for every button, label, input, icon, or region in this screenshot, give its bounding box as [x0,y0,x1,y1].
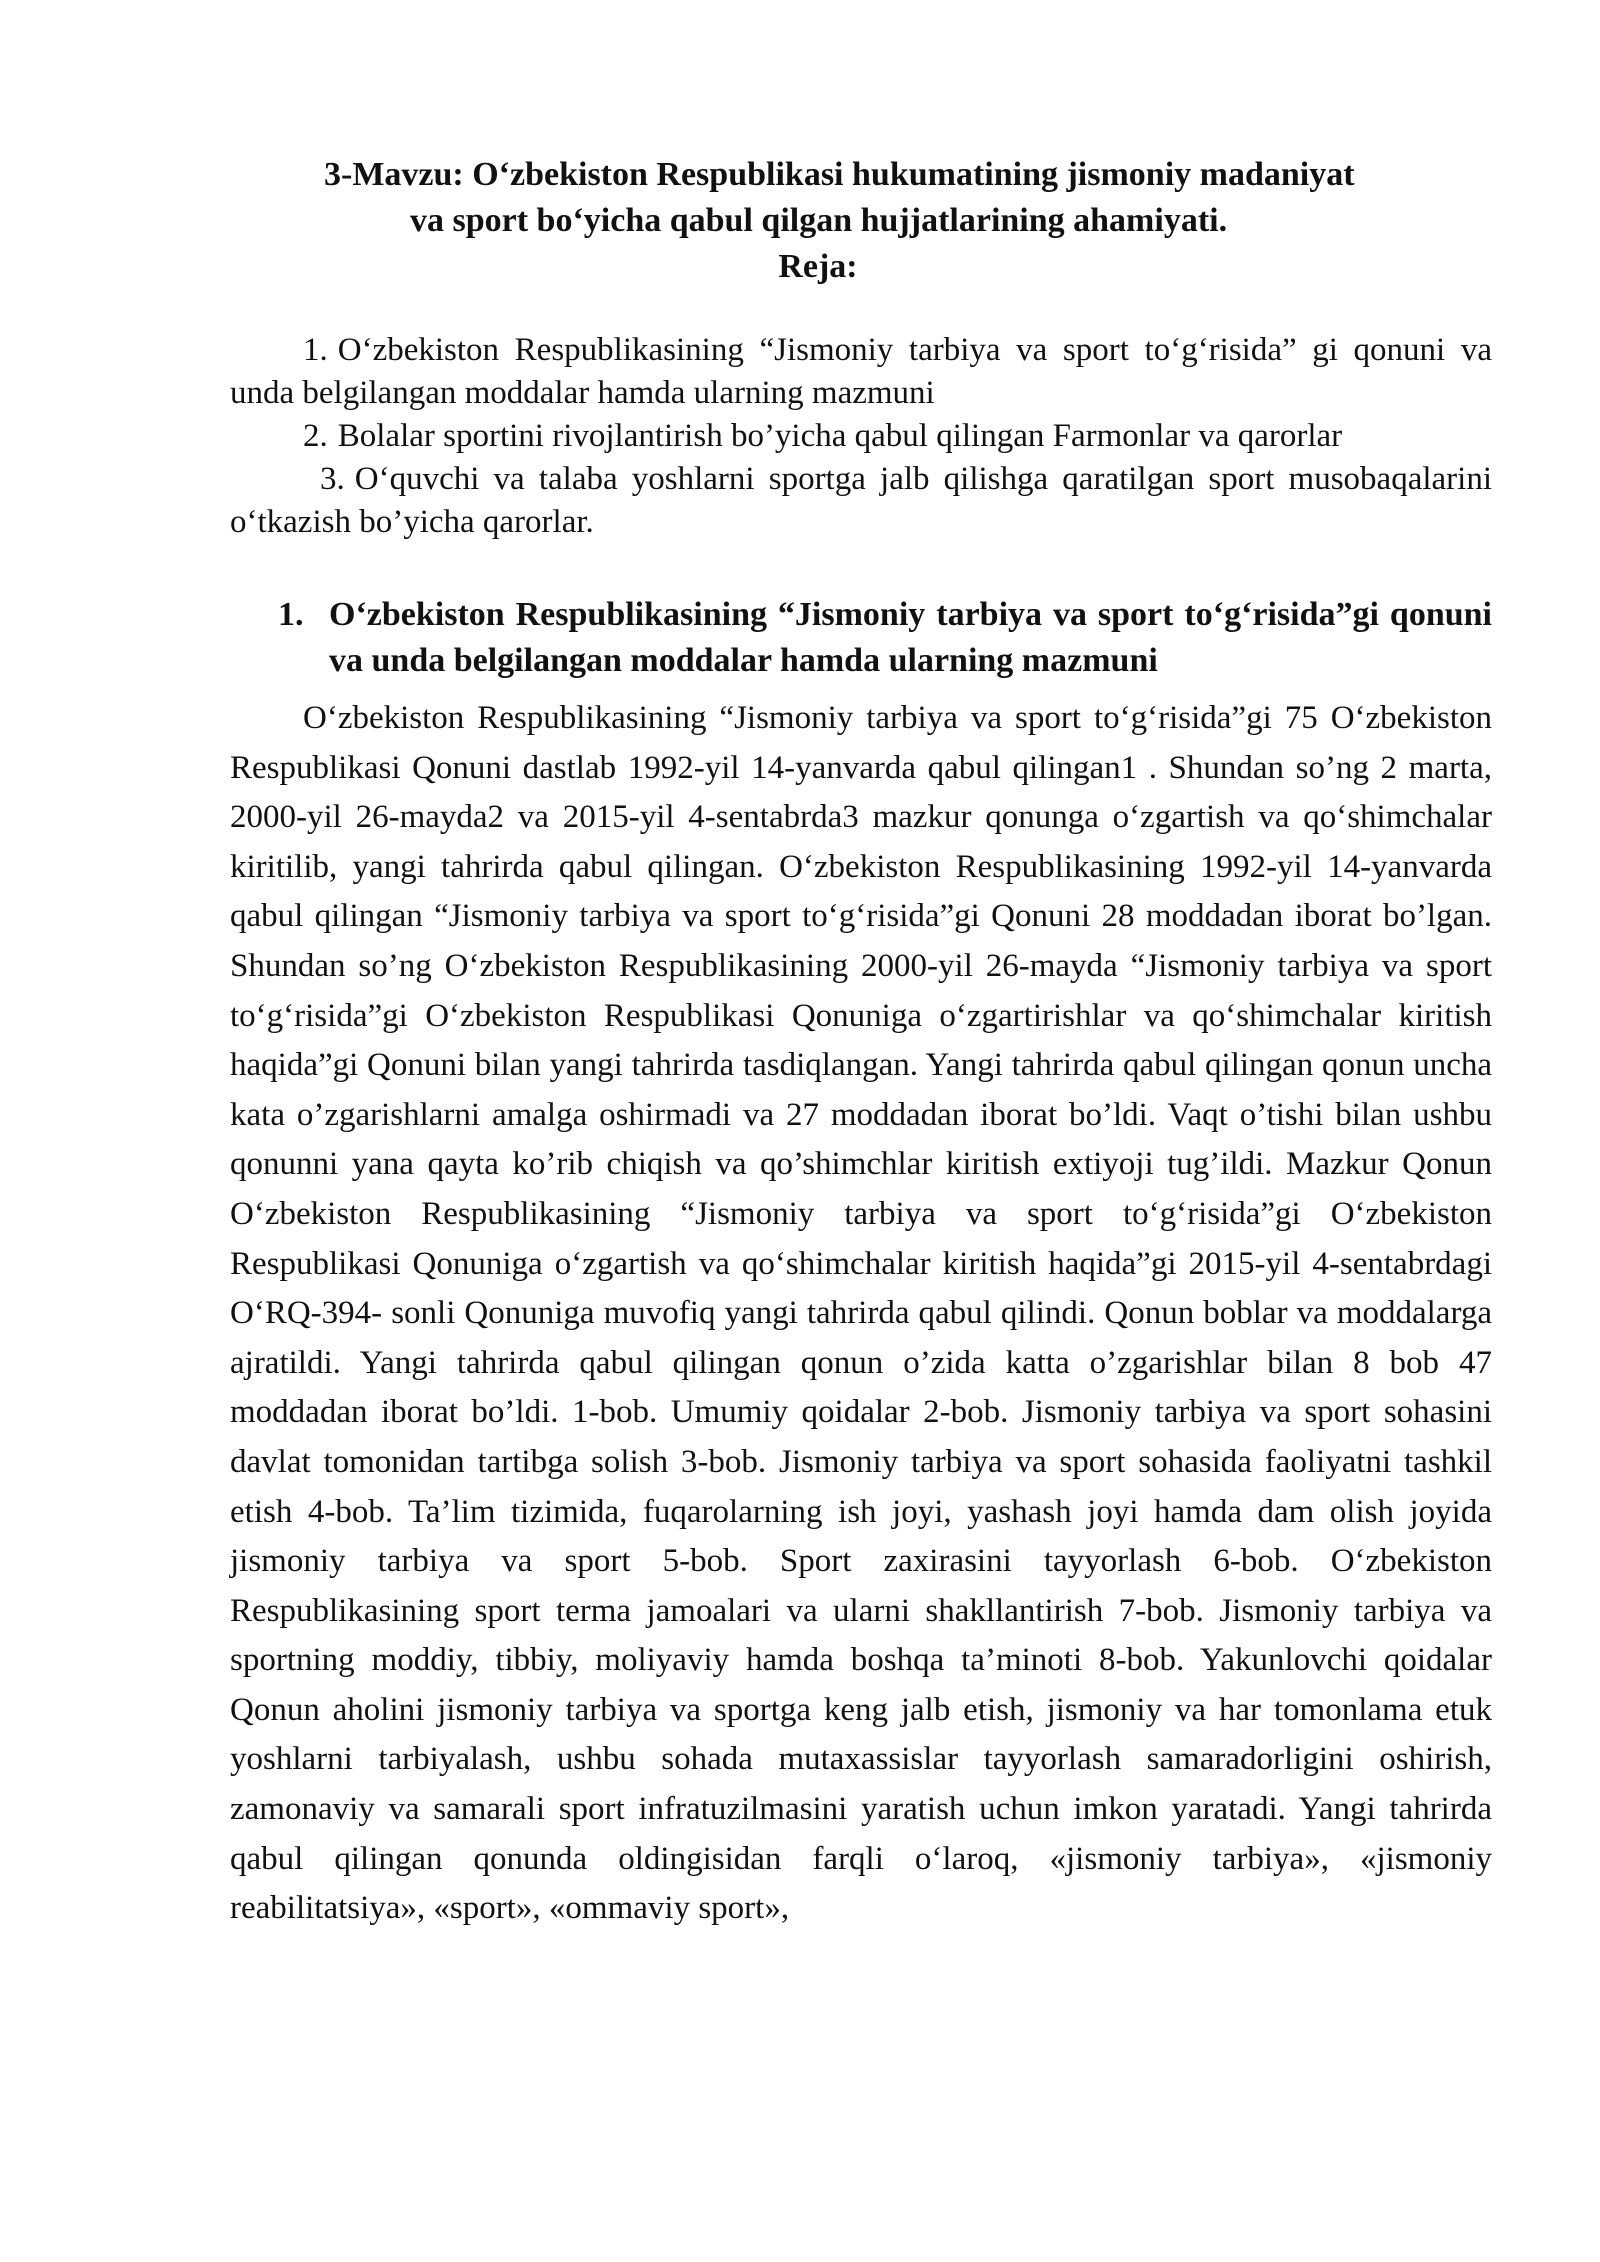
section-number: 1. [278,596,304,633]
plan-item-text: O‘zbekiston Respublikasining “Jismoniy tarbiya va sport to‘g‘risida” gi qonuni va unda belgilangan moddalar hamda ularning mazmuni [230,332,1492,411]
plan-item-number: 3. [320,461,345,497]
plan-item-text: Bolalar sportini rivojlantirish bo’yicha qabul qilingan Farmonlar va qarorlar [337,418,1343,454]
section-heading-text: O‘zbekiston Respublikasining “Jismoniy tarbiya va sport to‘g‘risida”gi qonuni va unda belgilangan moddalar hamda ularning mazmuni [329,596,1492,679]
body-paragraph: O‘zbekiston Respublikasining “Jismoniy tarbiya va sport to‘g‘risida”gi 75 O‘zbekiston Respublikasi Qonuni dastlab 1992-yil 14-yanvarda qabul qilingan1 . Shundan so’ng 2 marta, 2000-yil 26-mayda2 va 2015-yil 4-sentabrda3 mazkur qonunga o‘zgartish va qo‘shimchalar kiritilib, yangi tahrirda qabul qilingan. O‘zbekiston Respublikasining 1992-yil 14-yanvarda qabul qilingan “Jismoniy tarbiya va sport to‘g‘risida”gi Qonuni 28 moddadan iborat bo’lgan. Shundan so’ng O‘zbekiston Respublikasining 2000-yil 26-mayda “Jismoniy tarbiya va sport to‘g‘risida”gi O‘zbekiston Respublikasi Qonuniga o‘zgartirishlar va qo‘shimchalar kiritish haqida”gi Qonuni bilan yangi tahrirda tasdiqlangan. Yangi tahrirda qabul qilingan qonun uncha kata o’zgarishlarni amalga oshirmadi va 27 moddadan iborat bo’ldi. Vaqt o’tishi bilan ushbu qonunni yana qayta ko’rib chiqish va qo’shimchlar kiritish extiyoji tug’ildi. Mazkur Qonun O‘zbekiston Respublikasining “Jismoniy tarbiya va sport to‘g‘risida”gi O‘zbekiston Respublikasi Qonuniga o‘zgartish va qo‘shimchalar kiritish haqida”gi 2015-yil 4-sentabrdagi O‘RQ-394- sonli Qonuniga muvofiq yangi tahrirda qabul qilindi. Qonun boblar va moddalarga ajratildi. Yangi tahrirda qabul qilingan qonun o’zida katta o’zgarishlar bilan 8 bob 47 moddadan iborat bo’ldi. 1-bob. Umumiy qoidalar 2-bob. Jismoniy tarbiya va sport sohasini davlat tomonidan tartibga solish 3-bob. Jismoniy tarbiya va sport sohasida faoliyatni tashkil etish 4-bob. Ta’lim tizimida, fuqarolarning ish joyi, yashash joyi hamda dam olish joyida jismoniy tarbiya va sport 5-bob. Sport zaxirasini tayyorlash 6-bob. O‘zbekiston Respublikasining sport terma jamoalari va ularni shakllantirish 7-bob. Jismoniy tarbiya va sportning moddiy, tibbiy, moliyaviy hamda boshqa ta’minoti 8-bob. Yakunlovchi qoidalar Qonun aholini jismoniy tarbiya va sportga keng jalb etish, jismoniy va har tomonlama etuk yoshlarni tarbiyalash, ushbu sohada mutaxassislar tayyorlash samaradorligini oshirish, zamonaviy va samarali sport infratuzilmasini yaratish uchun imkon yaratadi. Yangi tahrirda qabul qilingan qonunda oldingisidan farqli o‘laroq, «jismoniy tarbiya», «jismoniy reabilitatsiya», «sport», «ommaviy sport», [230,700,1492,1927]
plan-item-text: O‘quvchi va talaba yoshlarni sportga jalb qilishga qaratilgan sport musobaqalarini o‘tkazish bo’yicha qarorlar. [230,461,1492,540]
plan-list [230,329,1492,544]
plan-item [230,458,1492,544]
document-title [320,152,1480,244]
plan-heading: Reja: [778,248,858,285]
section-heading [278,592,1492,684]
plan-item-number: 1. [303,332,328,368]
title-line-2: va sport bo‘yicha qabul qilgan hujjatlarining ahamiyati. [410,202,1228,239]
title-line-1: 3-Mavzu: O‘zbekiston Respublikasi hukumatining jismoniy madaniyat [324,156,1355,193]
plan-item-number: 2. [303,418,328,454]
plan-item [230,415,1492,458]
plan-item [230,329,1492,415]
